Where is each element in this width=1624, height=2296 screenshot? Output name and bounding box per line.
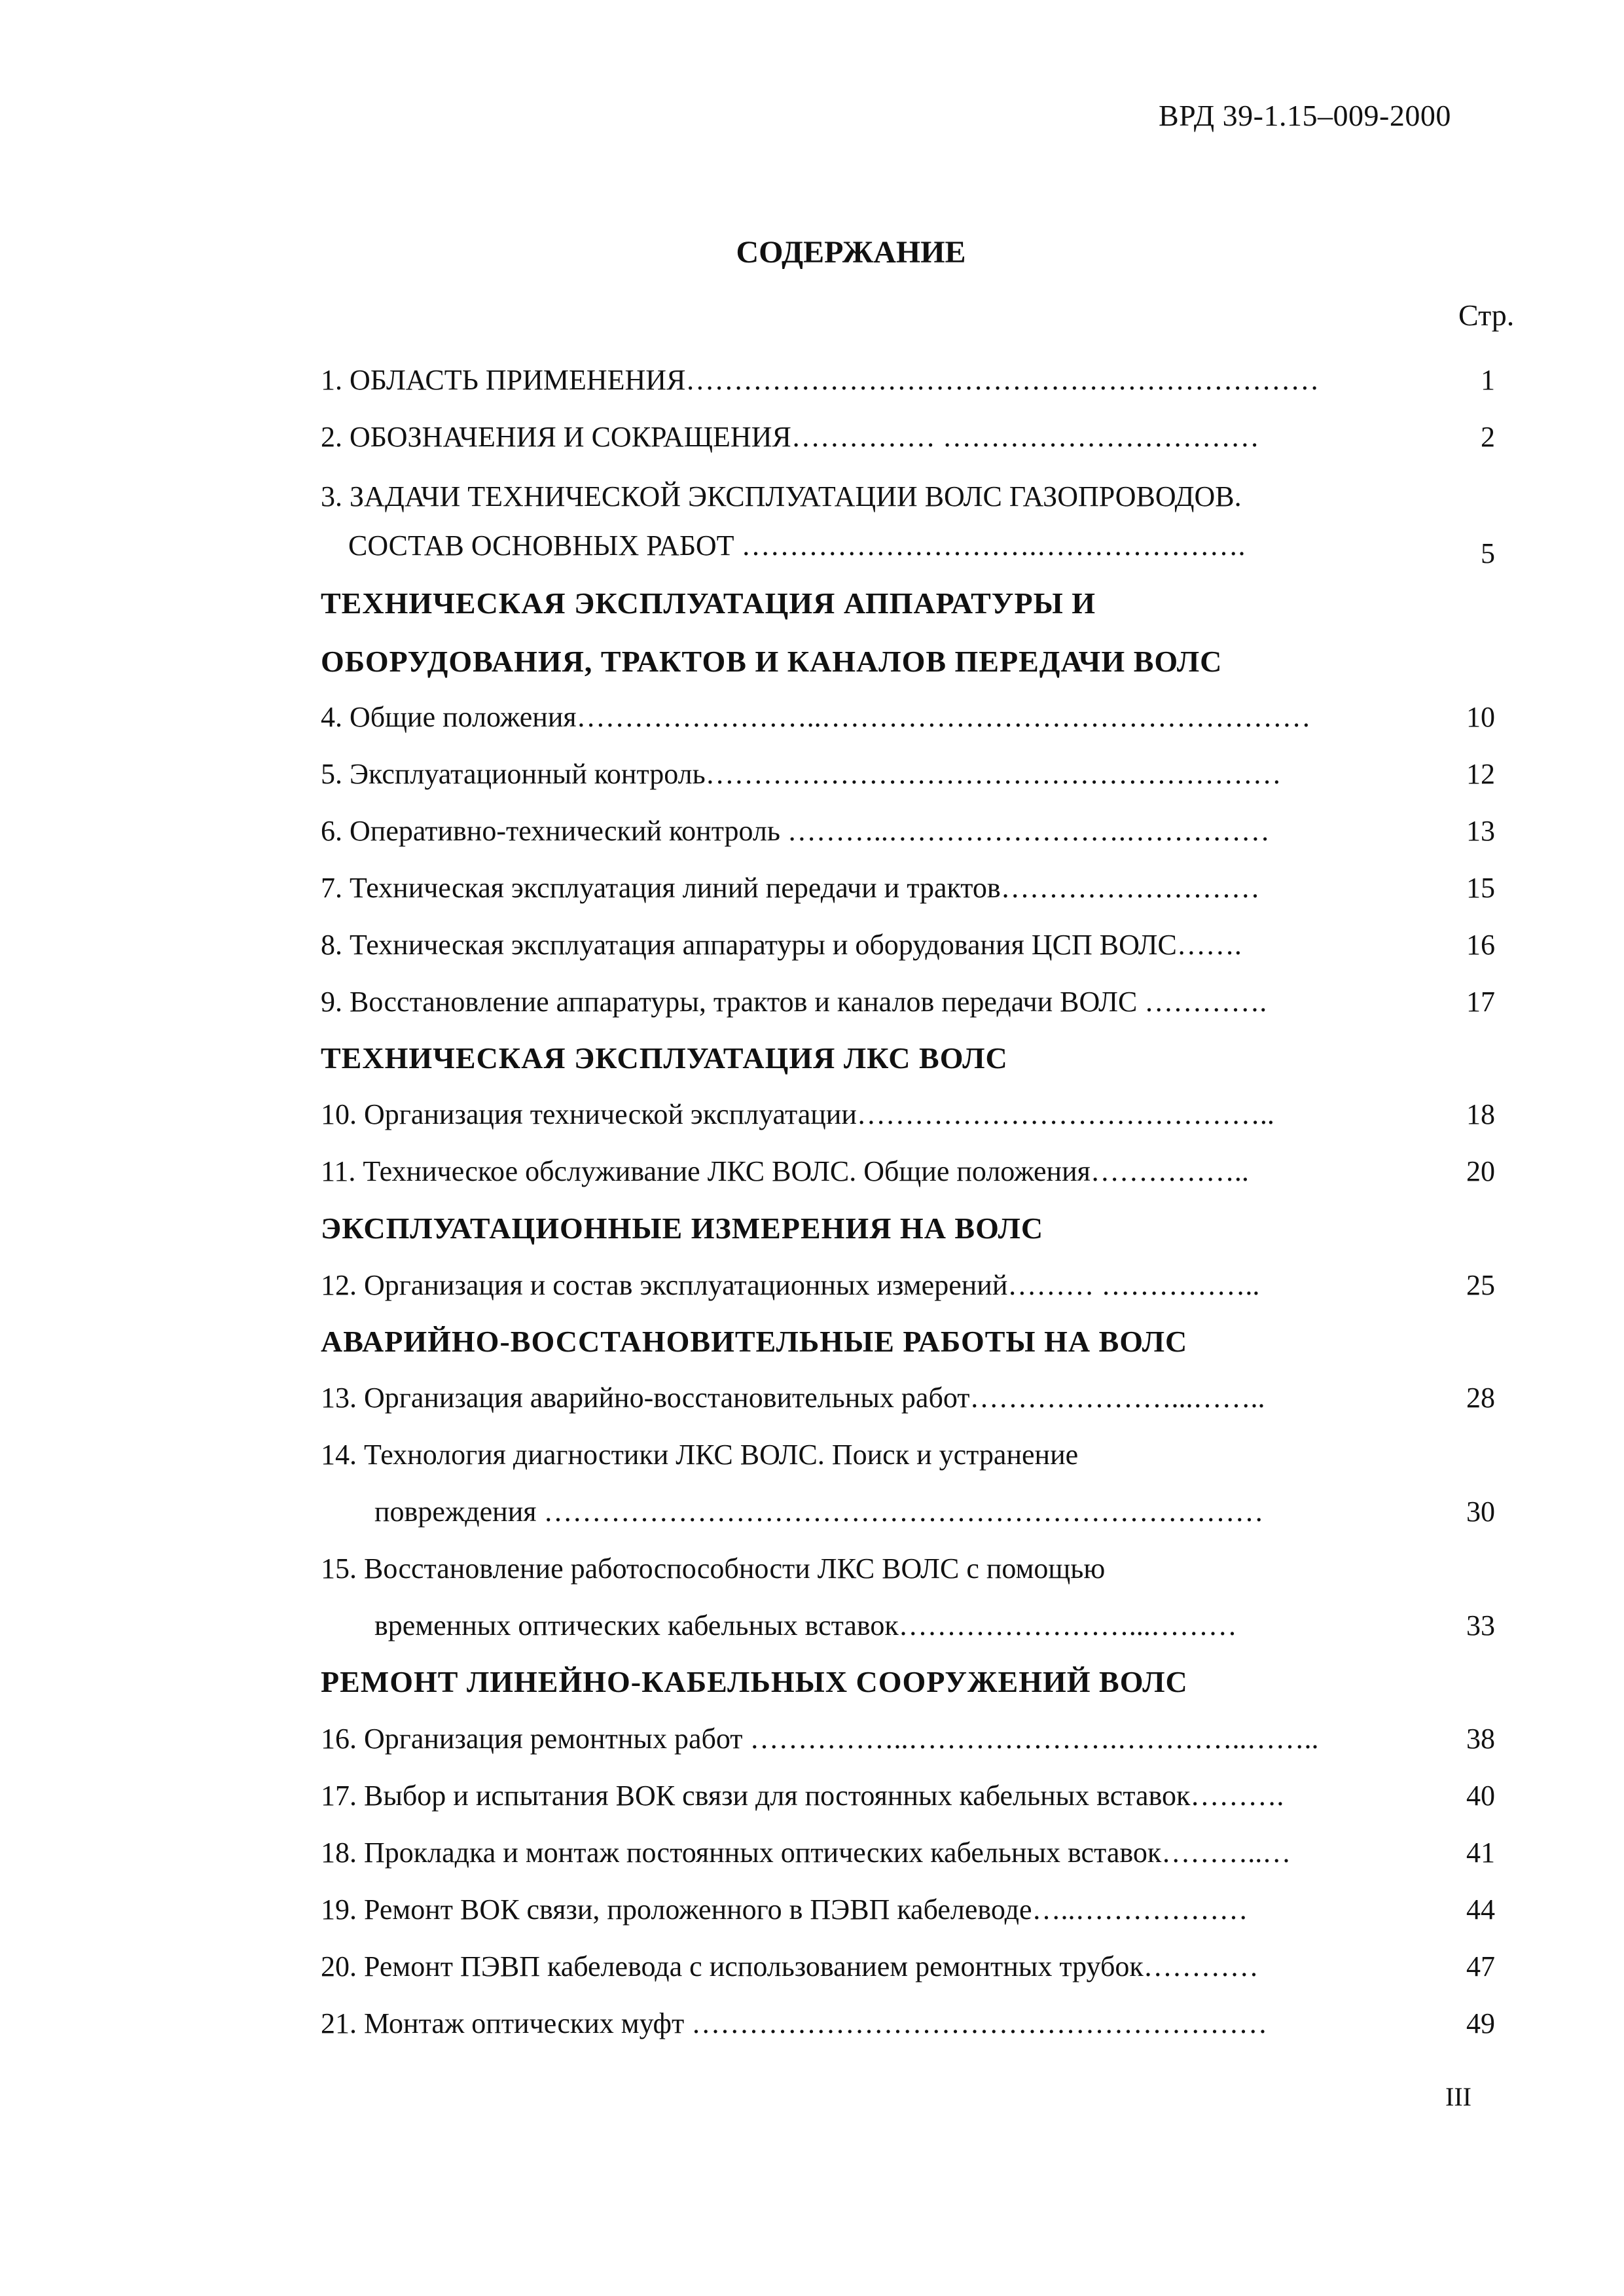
toc-entry[interactable]: 21. Монтаж оптических муфт …………………………………………………… bbox=[321, 2007, 1268, 2039]
page-number-roman: III bbox=[1445, 2082, 1471, 2111]
toc-page-number: 47 bbox=[1466, 1950, 1495, 1982]
toc-page-number: 12 bbox=[1466, 758, 1495, 790]
toc-page-number: 5 bbox=[1481, 537, 1495, 569]
toc-entry[interactable]: 6. Оперативно-технический контроль ………..…………………….…………… bbox=[321, 815, 1270, 847]
toc-page-number: 44 bbox=[1466, 1893, 1495, 1926]
toc-page-number: 1 bbox=[1481, 364, 1495, 396]
toc-page-number: 49 bbox=[1466, 2007, 1495, 2039]
toc-entry[interactable]: 8. Техническая эксплуатация аппаратуры и оборудования ЦСП ВОЛС……. bbox=[321, 929, 1242, 961]
toc-page-number: 2 bbox=[1481, 421, 1495, 453]
toc-entry[interactable]: 18. Прокладка и монтаж постоянных оптических кабельных вставок………..… bbox=[321, 1837, 1291, 1869]
toc-title: СОДЕРЖАНИЕ bbox=[736, 235, 966, 270]
toc-page-number: 25 bbox=[1466, 1269, 1495, 1301]
toc-entry[interactable]: 4. Общие положения……………………..…………………………………………… bbox=[321, 701, 1311, 733]
toc-page-number: 41 bbox=[1466, 1837, 1495, 1869]
toc-entry[interactable]: 5. Эксплуатационный контроль…………………………………………………… bbox=[321, 758, 1282, 790]
toc-page-number: 13 bbox=[1466, 815, 1495, 847]
toc-entry[interactable]: 17. Выбор и испытания ВОК связи для постоянных кабельных вставок………. bbox=[321, 1780, 1284, 1812]
toc-entry-continued[interactable]: временных оптических кабельных вставок……………………...……… bbox=[374, 1609, 1237, 1641]
section-heading: ОБОРУДОВАНИЯ, ТРАКТОВ И КАНАЛОВ ПЕРЕДАЧИ ВОЛС bbox=[321, 645, 1223, 678]
toc-entry[interactable]: 7. Техническая эксплуатация линий передачи и трактов……………………… bbox=[321, 872, 1260, 904]
toc-entry[interactable]: 12. Организация и состав эксплуатационных измерений……… …………….. bbox=[321, 1269, 1260, 1301]
toc-entry[interactable]: 13. Организация аварийно-восстановительных работ…………………...…….. bbox=[321, 1382, 1265, 1414]
toc-page-number: 30 bbox=[1466, 1496, 1495, 1528]
section-heading: АВАРИЙНО-ВОССТАНОВИТЕЛЬНЫЕ РАБОТЫ НА ВОЛС bbox=[321, 1325, 1188, 1358]
toc-page-number: 28 bbox=[1466, 1382, 1495, 1414]
toc-entry[interactable]: 16. Организация ремонтных работ ……………..………………….…………..…….. bbox=[321, 1723, 1319, 1755]
toc-entry[interactable]: 3. ЗАДАЧИ ТЕХНИЧЕСКОЙ ЭКСПЛУАТАЦИИ ВОЛС ГАЗОПРОВОДОВ. bbox=[321, 480, 1242, 512]
toc-entry-continued[interactable]: СОСТАВ ОСНОВНЫХ РАБОТ ………………………….…………………. bbox=[348, 529, 1246, 562]
section-heading: ТЕХНИЧЕСКАЯ ЭКСПЛУАТАЦИЯ АППАРАТУРЫ И bbox=[321, 586, 1096, 620]
toc-page-number: 16 bbox=[1466, 929, 1495, 961]
toc-entry[interactable]: 20. Ремонт ПЭВП кабелевода с использованием ремонтных трубок………… bbox=[321, 1950, 1259, 1982]
toc-entry[interactable]: 14. Технология диагностики ЛКС ВОЛС. Поиск и устранение bbox=[321, 1439, 1079, 1471]
toc-entry[interactable]: 11. Техническое обслуживание ЛКС ВОЛС. Общие положения…………….. bbox=[321, 1155, 1249, 1187]
toc-entry[interactable]: 2. ОБОЗНАЧЕНИЯ И СОКРАЩЕНИЯ…………… …………………………… bbox=[321, 421, 1259, 453]
toc-page-number: 33 bbox=[1466, 1609, 1495, 1641]
section-heading: ТЕХНИЧЕСКАЯ ЭКСПЛУАТАЦИЯ ЛКС ВОЛС bbox=[321, 1041, 1008, 1075]
toc-page-number: 17 bbox=[1466, 986, 1495, 1018]
toc-page-number: 38 bbox=[1466, 1723, 1495, 1755]
section-heading: ЭКСПЛУАТАЦИОННЫЕ ИЗМЕРЕНИЯ НА ВОЛС bbox=[321, 1211, 1044, 1245]
toc-entry-continued[interactable]: повреждения ………………………………………………………………… bbox=[374, 1496, 1264, 1528]
document-code: ВРД 39-1.15–009-2000 bbox=[1159, 99, 1451, 132]
toc-entry[interactable]: 1. ОБЛАСТЬ ПРИМЕНЕНИЯ………………………………………………………… bbox=[321, 364, 1320, 396]
toc-page-number: 40 bbox=[1466, 1780, 1495, 1812]
toc-entry[interactable]: 19. Ремонт ВОК связи, проложенного в ПЭВП кабелеводе…..……………… bbox=[321, 1893, 1248, 1926]
toc-page-number: 18 bbox=[1466, 1098, 1495, 1130]
section-heading: РЕМОНТ ЛИНЕЙНО-КАБЕЛЬНЫХ СООРУЖЕНИЙ ВОЛС bbox=[321, 1665, 1188, 1698]
toc-entry[interactable]: 10. Организация технической эксплуатации…………………………………….. bbox=[321, 1098, 1274, 1130]
toc-page-number: 15 bbox=[1466, 872, 1495, 904]
page-column-label: Стр. bbox=[1458, 298, 1515, 332]
toc-page-number: 10 bbox=[1466, 701, 1495, 733]
toc-entry[interactable]: 15. Восстановление работоспособности ЛКС ВОЛС с помощью bbox=[321, 1552, 1106, 1585]
toc-page-number: 20 bbox=[1466, 1155, 1495, 1187]
toc-entry[interactable]: 9. Восстановление аппаратуры, трактов и каналов передачи ВОЛС …………. bbox=[321, 986, 1267, 1018]
